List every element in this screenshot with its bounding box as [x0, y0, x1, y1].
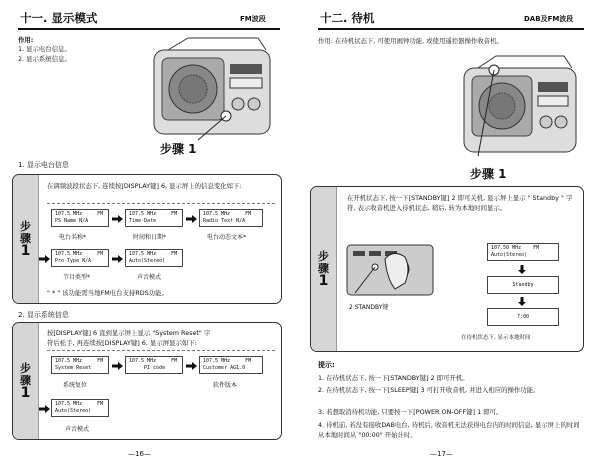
lcd-pi-code: 107.5 MHz FM PI code	[125, 356, 183, 374]
title-rule-right	[318, 28, 584, 30]
lcd-standby-freq: 107.50 MHz FM Auto(Stereo)	[487, 243, 559, 261]
lcd-system-reset: 107.5 MHz FM System Reset	[51, 356, 109, 374]
tip-1: 1. 在待机状态下, 按一下[STANDBY键] 2 即可开机。	[318, 374, 469, 382]
step-caption-right: 步骤 1	[470, 167, 507, 181]
caption-radio-text: 电台动态文本*	[207, 234, 247, 241]
arrow-right-icon	[186, 362, 197, 370]
section1-title: 1. 显示电台信息	[18, 161, 69, 169]
section2-instruction-line1: 按[DISPLAY键] 6 直到显示屏上显示 "System Reset" 字	[47, 329, 211, 337]
standby-instruction: 在开机状态下, 按一下[STANDBY键] 2 即可关机, 显示屏上显示 " Standby " 字符, 表示收音机进入待机状态, 稍后, 转为本地时间显示。	[347, 194, 573, 212]
lcd-sound-mode: 107.5 MHz FM Auto(Stereo)	[125, 249, 183, 267]
lcd-standby-text: Standby	[487, 276, 559, 294]
section2-instruction-line2: 符后松手, 再连续按[DISPLAY键] 6, 显示屏显示如下:	[47, 339, 197, 347]
radio-illustration-left	[148, 36, 278, 144]
standby-key-label: 2 STANDBY键	[349, 304, 389, 311]
title-rule-left	[18, 28, 280, 30]
lcd-radio-text: 107.5 MHz FM Radio Text N/A	[199, 209, 263, 227]
section1-panel	[12, 174, 282, 304]
caption-sound-mode-2: 声音模式	[65, 426, 90, 433]
usage-label: 作用:	[18, 36, 34, 44]
arrow-right-icon	[39, 255, 50, 263]
standby-panel	[310, 186, 584, 352]
section2-title: 2. 显示系统信息	[18, 311, 69, 319]
band-tag-right: DAB及FM波段	[524, 15, 574, 23]
arrow-right-icon	[112, 255, 123, 263]
section2-step-side: 步 骤 1	[13, 323, 39, 439]
lcd-software-version: 107.5 MHz FM Customer AG1.0	[199, 356, 263, 374]
lcd-pro-type: 107.5 MHz FM Pro Type N/A	[51, 249, 109, 267]
usage-item-1: 1. 显示电台信息。	[18, 45, 71, 53]
section1-step-side: 步 骤 1	[13, 175, 39, 303]
arrow-down-icon	[518, 265, 526, 274]
caption-pro-type: 节目类型*	[63, 274, 91, 281]
page-title-right: 十二. 待机	[320, 11, 375, 25]
standby-key-illustration	[345, 239, 437, 297]
band-tag-left: FM波段	[240, 15, 266, 23]
section2-panel	[12, 322, 282, 440]
right-page	[300, 0, 600, 474]
lcd-caption-local-time: 在待机状态下, 显示本地时间	[461, 335, 531, 341]
step-caption-left: 步骤 1	[160, 142, 197, 156]
standby-step-side: 步 骤 1	[311, 187, 337, 351]
caption-ps-name: 电台名称*	[59, 234, 87, 241]
tip-4: 4. 待机前, 若没有接收DAB电台, 待机后, 收音机无法获得电台内的时间信息, 显示屏上的时间从本地时间从 "00:00" 开始计时。	[318, 421, 580, 439]
arrow-right-icon	[112, 362, 123, 370]
lcd-ps-name: 107.5 MHz FM PS Name N/A	[51, 209, 109, 227]
lcd-sound-mode-2: 107.5 MHz FM Auto(Stereo)	[51, 399, 109, 417]
rds-note: " * " 该功能需当地FM电台支持RDS功能。	[47, 289, 168, 297]
lcd-local-time: 7:00	[487, 308, 559, 326]
page-title-left: 十一. 显示模式	[20, 11, 98, 25]
caption-sound-mode: 声音模式	[137, 274, 162, 281]
page-number-left: —16—	[128, 450, 151, 458]
arrow-right-icon	[39, 405, 50, 413]
usage-item-2: 2. 显示系统信息。	[18, 55, 71, 63]
tips-title: 提示:	[318, 361, 335, 369]
radio-illustration-right	[458, 52, 582, 160]
section1-instruction: 在调频波段状态下, 连续按[DISPLAY键] 6, 显示屏上的信息变化如下:	[47, 182, 242, 190]
arrow-right-icon	[112, 215, 123, 223]
lcd-time-date: 107.5 MHz FM Time-Date	[125, 209, 183, 227]
arrow-down-icon	[518, 297, 526, 306]
caption-software-version: 软件版本	[213, 382, 238, 389]
caption-system-reset: 系统复位	[63, 382, 88, 389]
tip-2: 2. 在待机状态下, 按一下[SLEEP键] 3 可打开收音机, 并进入相应的操作功能。	[318, 386, 540, 394]
page-number-right: —17—	[430, 450, 453, 458]
tip-3: 3. 若想取消待机功能, 只要按一下[POWER ON-OFF键] 1 即可。	[318, 408, 503, 416]
caption-time-date: 时间和日期*	[133, 234, 167, 241]
usage-right: 作用: 在待机状态下, 可使用闹钟功能, 或使用遥控器操作收音机。	[318, 37, 503, 45]
arrow-right-icon	[186, 215, 197, 223]
